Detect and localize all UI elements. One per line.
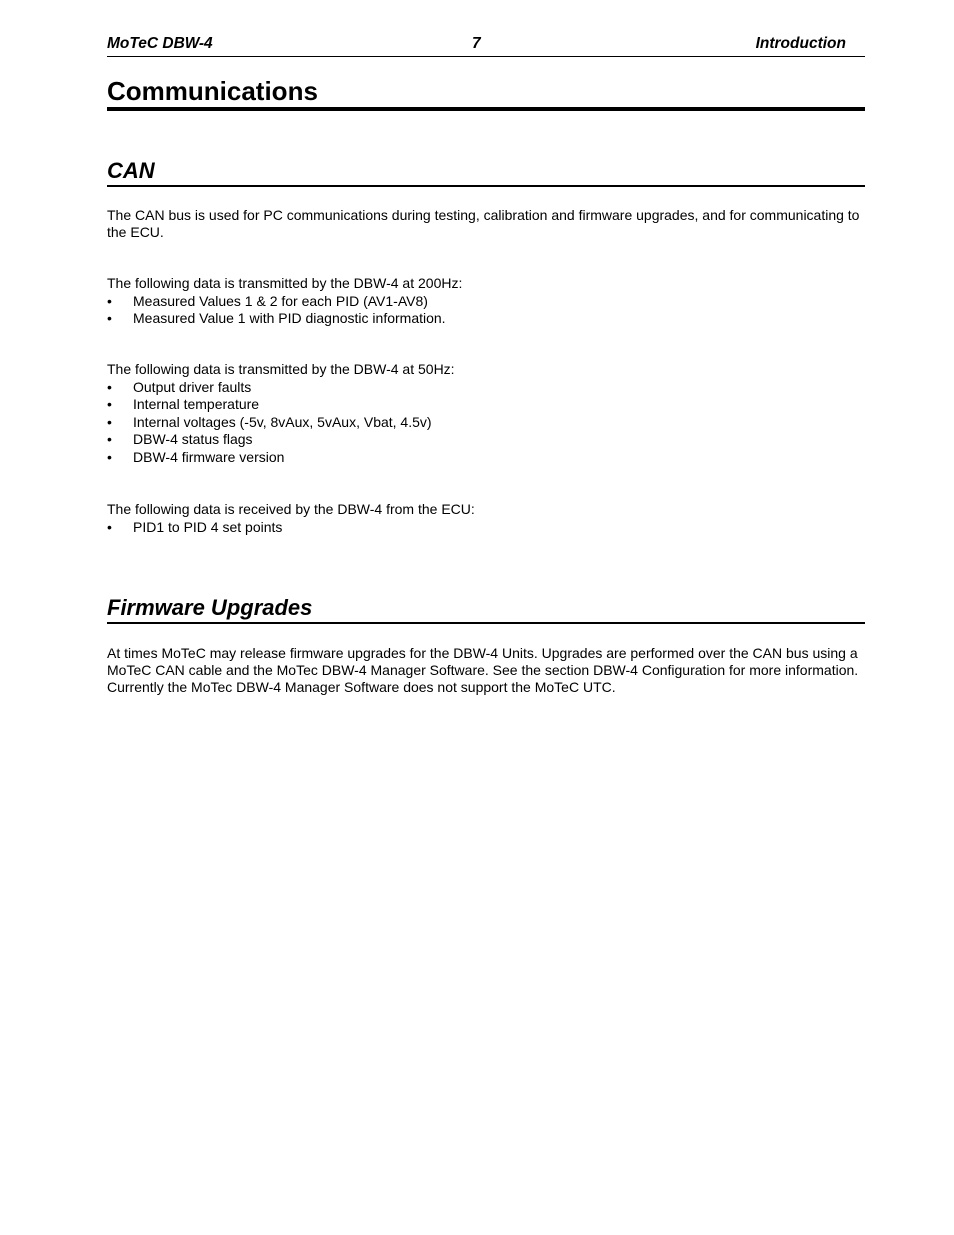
bullet-icon: • — [107, 396, 112, 412]
bullet-icon: • — [107, 448, 112, 465]
bullet-icon: • — [107, 310, 112, 326]
bullet-icon: • — [107, 518, 112, 535]
header-chapter-name: Introduction — [755, 35, 846, 52]
list-item-text: Measured Values 1 & 2 for each PID (AV1-AV8) — [133, 292, 428, 309]
list-item-text: DBW-4 status flags — [133, 431, 253, 447]
can-description: The CAN bus is used for PC communications during testing, calibration and firmware upgrades, and for communicating to the ECU. — [107, 207, 860, 240]
page-title: Communications — [107, 75, 865, 111]
list-item — [107, 396, 865, 414]
bullet-icon: • — [107, 413, 112, 430]
can-200hz-block — [107, 275, 865, 328]
list-item — [107, 431, 865, 449]
list-item — [107, 310, 865, 328]
list-item — [107, 519, 865, 537]
list-item-text: Measured Value 1 with PID diagnostic information. — [133, 310, 446, 326]
list-item-text: Output driver faults — [133, 378, 252, 395]
can-received-intro: The following data is received by the DBW-4 from the ECU: — [107, 501, 475, 517]
section-heading-can: CAN — [107, 157, 865, 187]
firmware-description: At times MoTeC may release firmware upgrades for the DBW-4 Units. Upgrades are performed over the CAN bus using a MoTeC CAN cable and the MoTec DBW-4 Manager Software. See the section DBW-4 Configuration for more information. Currently the MoTec DBW-4 Manager Software does not support the MoTeC UTC. — [107, 645, 859, 695]
list-item-text: Internal temperature — [133, 396, 260, 412]
bullet-icon: • — [107, 292, 112, 309]
can-50hz-block — [107, 361, 865, 466]
list-item — [107, 414, 865, 432]
can-50hz-list — [107, 379, 865, 467]
can-50hz-intro: The following data is transmitted by the DBW-4 at 50Hz: — [107, 361, 455, 377]
running-header — [107, 34, 865, 57]
list-item — [107, 293, 865, 311]
list-item — [107, 449, 865, 467]
header-product-name: MoTeC DBW-4 — [107, 35, 213, 52]
bullet-icon: • — [107, 378, 112, 395]
list-item-text: Internal voltages (-5v, 8vAux, 5vAux, Vbat, 4.5v) — [133, 413, 432, 430]
can-200hz-intro: The following data is transmitted by the DBW-4 at 200Hz: — [107, 275, 463, 291]
can-received-list — [107, 519, 865, 537]
list-item-text: DBW-4 firmware version — [133, 448, 285, 465]
list-item — [107, 379, 865, 397]
list-item-text: PID1 to PID 4 set points — [133, 518, 283, 535]
can-received-block — [107, 501, 865, 536]
can-200hz-list — [107, 293, 865, 328]
section-heading-firmware-upgrades: Firmware Upgrades — [107, 594, 865, 624]
header-page-number: 7 — [472, 35, 481, 52]
bullet-icon: • — [107, 431, 112, 447]
